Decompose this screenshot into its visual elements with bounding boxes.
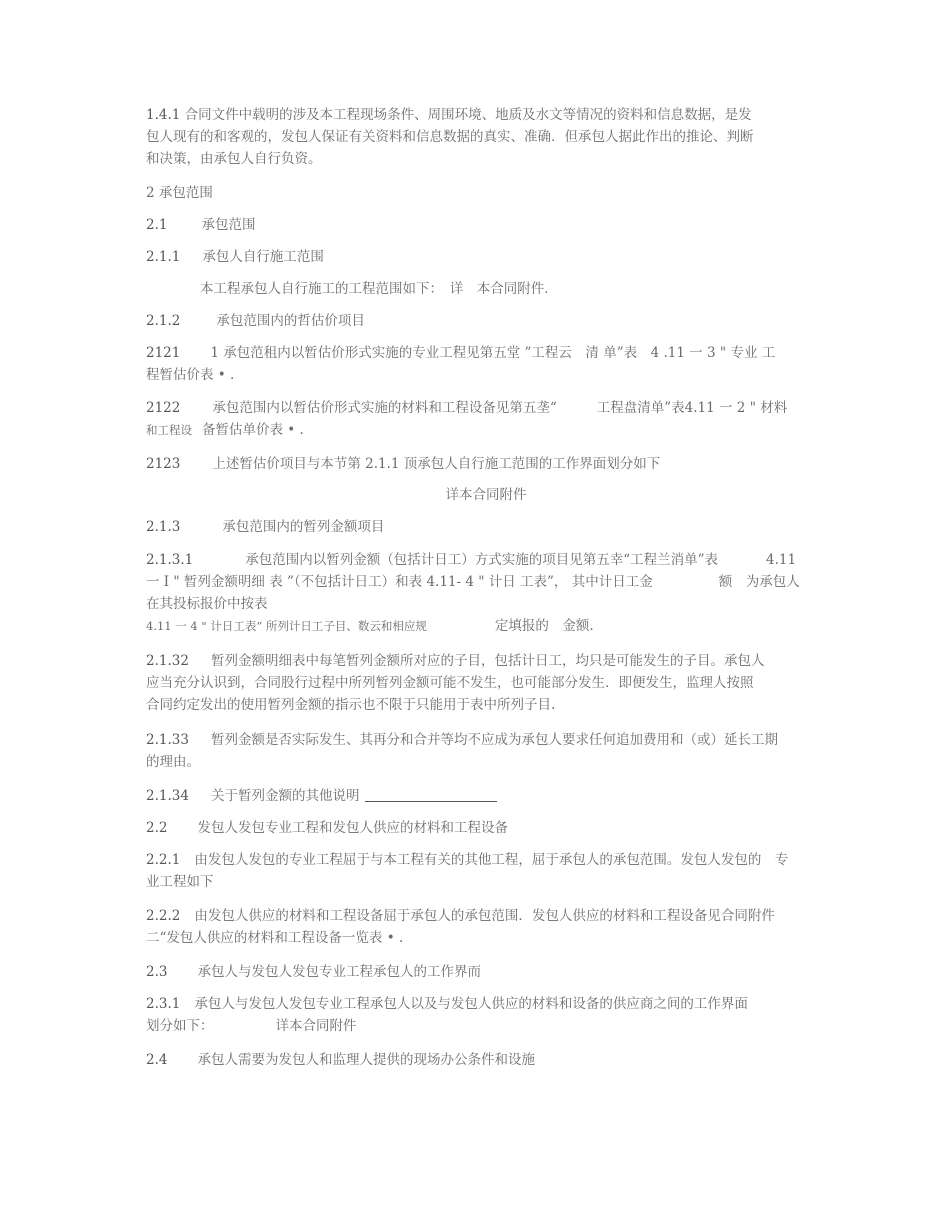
clause-number: 2.2.1: [146, 852, 181, 868]
clause-2-3-1: [146, 993, 836, 1037]
clause-text: 定填报的 金额.: [494, 618, 594, 634]
clause-text: 的理由。: [146, 754, 200, 770]
clause-text: 应当充分认识到，合同股行过程中所列暂列金额可能不发生，也可能部分发生．即便发生，监理人按照: [146, 675, 754, 691]
clause-number: 1.4.1: [146, 107, 181, 123]
clause-number: 2.1: [146, 217, 168, 233]
clause-number: 2.1.33: [146, 732, 189, 748]
clause-number: 2.2.2: [146, 908, 181, 924]
clause-text: 承包范围: [201, 217, 256, 233]
clause-number: 2.1.32: [146, 653, 189, 669]
clause-text: 4.11 一 4 " 计日工表” 所列计日工子目、数云和相应规: [146, 619, 427, 633]
clause-2-1-3-1: [146, 549, 836, 637]
clause-2-2-1: [146, 849, 836, 893]
clause-text: 1 承包范租内以暂估价形式实施的专业工程见第五堂 ”工程云 清 单”表 4 .11 一 3 " 专业 工: [210, 345, 776, 361]
clause-2-1: [146, 214, 836, 236]
clause-text: 工程盘清单”表4.11 一 2 " 材料: [596, 400, 788, 416]
clause-text: 4.11: [766, 552, 797, 568]
clause-text: 程暂估价表 • .: [146, 367, 235, 383]
clause-text: 暂列金额明细表中每笔暂列金额所对应的子目，包括计日工，均只是可能发生的子目。承包人: [210, 653, 765, 669]
clause-text: 在其投标报价中按表: [146, 596, 268, 612]
clause-2-4: [146, 1049, 836, 1071]
clause-text: 和决策，由承包人自行负资。: [146, 151, 322, 167]
clause-text: 和工程设: [146, 423, 192, 437]
clause-text: 上述暂估价项目与本节第 2.1.1 顶承包人自行施工范围的工作界面划分如下: [212, 456, 661, 472]
clause-text: 包人现有的和客观的，发包人保证有关资料和信息数据的真实、准确．但承包人据此作出的推论、判断: [146, 129, 754, 145]
clause-number: 2.1.34: [146, 788, 189, 804]
clause-number: 2.3.1: [146, 996, 181, 1012]
clause-text: 详本合同附件: [275, 1018, 357, 1034]
clause-2-1-2: [146, 310, 836, 332]
clause-number: 2.1.3: [146, 519, 181, 535]
clause-number: 2.3: [146, 964, 168, 980]
clause-2-1-3-4: [146, 785, 836, 807]
clause-number: 2122: [146, 400, 181, 416]
clause-text: 承包人自行施工范围: [202, 249, 324, 265]
clause-number: 2.2: [146, 820, 168, 836]
clause-2-1-1-body: 本工程承包人自行施工的工程范围如下： 详 本合同附件．: [200, 281, 558, 297]
appendix-reference: 详本合同附件: [445, 487, 527, 503]
clause-text: 承包范围内以暂估价形式实施的材料和工程设备见第五垄“: [212, 400, 557, 416]
clause-2-1-2-3: [146, 453, 836, 475]
clause-text: 由发包人供应的材料和工程设备屈于承包人的承包范围．发包人供应的材料和工程设备见合同附件: [194, 908, 775, 924]
clause-number: 2121: [146, 345, 181, 361]
clause-number: 2.4: [146, 1052, 168, 1068]
clause-number: 2.1.2: [146, 313, 181, 329]
clause-text: 一 I " 暂列金额明细 表 ”（不包括计日工）和表 4.11- 4 " 计日 工表”， 其中计日工金: [146, 574, 653, 590]
clause-text: 二“发包人供应的材料和工程设备一览表 • .: [146, 930, 404, 946]
clause-number: 2.1.3.1: [146, 552, 194, 568]
clause-text: 合同文件中载明的涉及本工程现场条件、周围环境、地质及水文等情况的资料和信息数据，是发: [184, 107, 752, 123]
clause-2-1-3-3: [146, 729, 836, 773]
clause-text: 划分如下：: [146, 1018, 214, 1034]
clause-2-1-3-2: [146, 650, 836, 716]
clause-2-3: [146, 961, 836, 983]
clause-text: 关于暂列金额的其他说明: [210, 788, 360, 804]
clause-2-1-2-1: [146, 342, 836, 386]
clause-2-2-2: [146, 905, 836, 949]
clause-number: 2123: [146, 456, 181, 472]
fill-in-blank-line: [365, 787, 497, 802]
clause-text: 承包范围内的暂列金额项目: [222, 519, 385, 535]
clause-text: 由发包人发包的专业工程屈于与本工程有关的其他工程，屈于承包人的承包范围。发包人发包的 专: [194, 852, 789, 868]
clause-text: 承包人需要为发包人和监理人提供的现场办公条件和设施: [197, 1052, 535, 1068]
clause-1-4-1: [146, 104, 836, 170]
clause-text: 合同约定发出的使用暂列金额的指示也不限于只能用于表中所列子目.: [146, 697, 556, 713]
section-heading-2: 2 承包范围: [146, 185, 213, 201]
clause-text: 暂列金额是否实际发生、其再分和合并等均不应成为承包人要求任何追加费用和（或）延长工期: [210, 732, 778, 748]
clause-text: 承包范围内的哲估价项目: [216, 313, 365, 329]
clause-2-1-1: [146, 246, 836, 268]
clause-text: 承包范围内以暂列金额（包括计日工）方式实施的项目见第五幸“工程兰消单”表: [245, 552, 719, 568]
clause-2-1-3: [146, 516, 836, 538]
clause-text: 业工程如下: [146, 874, 214, 890]
clause-text: 承包人与发包人发包专业工程承包人的工作界而: [197, 964, 481, 980]
clause-text: 备暂估单价表 • .: [202, 422, 304, 438]
clause-number: 2.1.1: [146, 249, 181, 265]
clause-2-2: [146, 817, 836, 839]
clause-2-1-2-2: [146, 397, 836, 441]
clause-text: 承包人与发包人发包专业工程承包人以及与发包人供应的材料和设备的供应商之间的工作界面: [194, 996, 748, 1012]
clause-text: 发包人发包专业工程和发包人供应的材料和工程设备: [197, 820, 508, 836]
clause-text: 额 为承包人: [718, 574, 800, 590]
